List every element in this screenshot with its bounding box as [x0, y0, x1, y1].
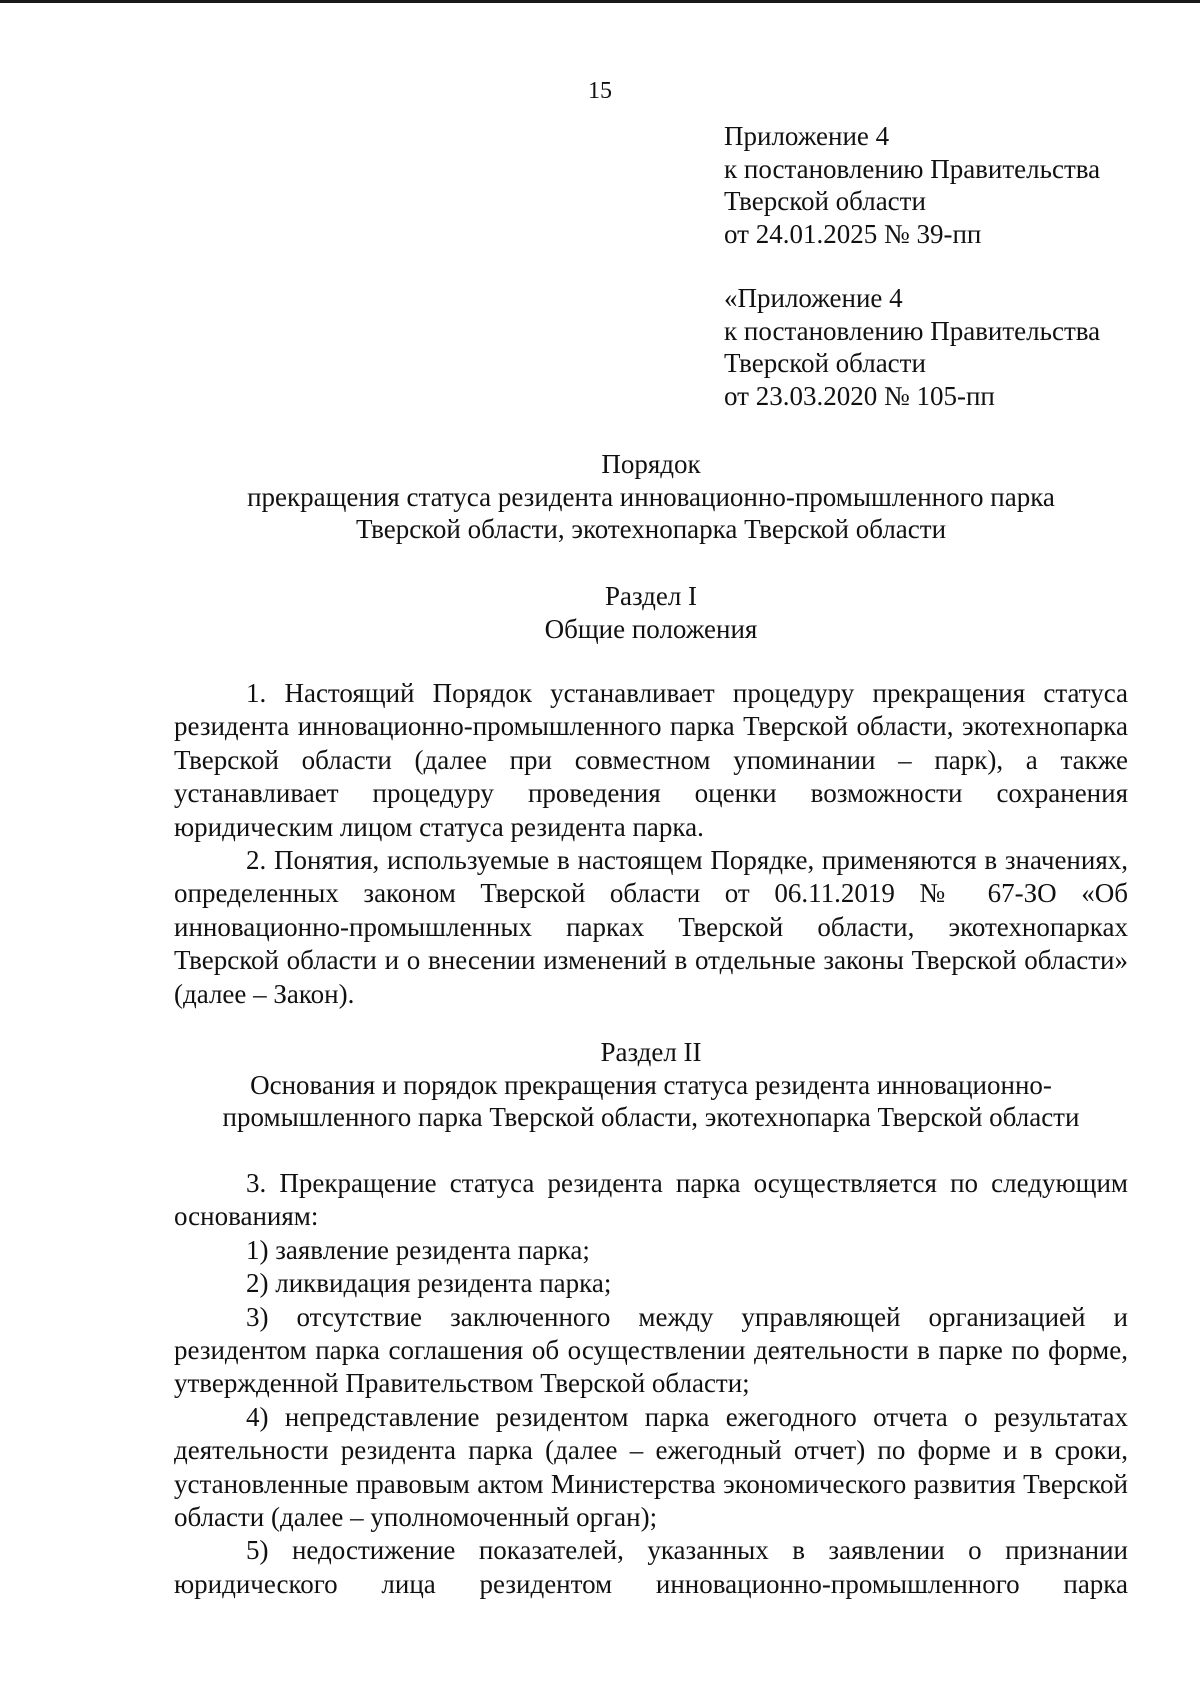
list-item: 3) отсутствие заключенного между управляющей организацией и резидентом парка соглашения об осуществлении деятельности в парке по форме, утвержденной Правительством Тверской области;: [174, 1301, 1128, 1399]
appendix-header-original: [724, 282, 1174, 412]
appendix-line: от 24.01.2025 № 39-пп: [724, 218, 982, 249]
list-item: 5) недостижение показателей, указанных в заявлении о признании юридического лица резидентом инновационно-промышленного парка: [174, 1535, 1128, 1599]
title-line: прекращения статуса резидента инновационно-промышленного парка: [247, 481, 1055, 512]
title-line: Тверской области, экотехнопарка Тверской области: [355, 514, 947, 544]
page-number: 15: [588, 78, 612, 104]
appendix-line: к постановлению Правительства: [724, 315, 1101, 346]
appendix-line: Приложение 4: [724, 121, 890, 151]
list-item: 2) ликвидация резидента парка;: [246, 1268, 612, 1299]
section-1-heading: [174, 580, 1128, 645]
list-item: 1) заявление резидента парка;: [246, 1234, 590, 1265]
appendix-line: Тверской области: [724, 186, 926, 216]
section-title: Основания и порядок прекращения статуса резидента инновационно-: [250, 1069, 1052, 1100]
document-title: [174, 448, 1128, 546]
paragraph: 2. Понятия, используемые в настоящем Порядке, применяются в значениях, определенных законом Тверской области от 06.11.2019 № 67-ЗО «Об инновационно-промышленных парках Тверской области, экотехнопарках Тверской области и о внесении изменений в отдельные законы Тверской области» (далее – Закон).: [174, 845, 1128, 1009]
section-2-body: [174, 1167, 1128, 1601]
appendix-line: к постановлению Правительства: [724, 153, 1101, 184]
paragraph: 3. Прекращение статуса резидента парка осуществляется по следующим основаниям:: [174, 1168, 1128, 1232]
section-label: Раздел II: [600, 1037, 702, 1067]
section-title: промышленного парка Тверской области, экотехнопарка Тверской области: [222, 1102, 1080, 1132]
paragraph: 1. Настоящий Порядок устанавливает процедуру прекращения статуса резидента инновационно-промышленного парка Тверской области, экотехнопарка Тверской области (далее при совместном упоминании – парк), а также устанавливает процедуру проведения оценки возможности сохранения юридическим лицом статуса резидента парка.: [174, 678, 1128, 842]
section-2-heading: [174, 1036, 1128, 1134]
appendix-line: от 23.03.2020 № 105-пп: [724, 380, 995, 411]
appendix-line: Тверской области: [724, 348, 926, 378]
section-label: Раздел I: [604, 581, 698, 611]
section-title: Общие положения: [544, 613, 758, 644]
title-heading: Порядок: [601, 449, 701, 479]
appendix-line: «Приложение 4: [724, 283, 903, 313]
section-1-body: [174, 677, 1128, 1011]
appendix-header-current: [724, 120, 1174, 250]
list-item: 4) непредставление резидентом парка ежегодного отчета о результатах деятельности резидента парка (далее – ежегодный отчет) по форме и в сроки, установленные правовым актом Министерства экономического развития Тверской области (далее – уполномоченный орган);: [174, 1401, 1128, 1533]
